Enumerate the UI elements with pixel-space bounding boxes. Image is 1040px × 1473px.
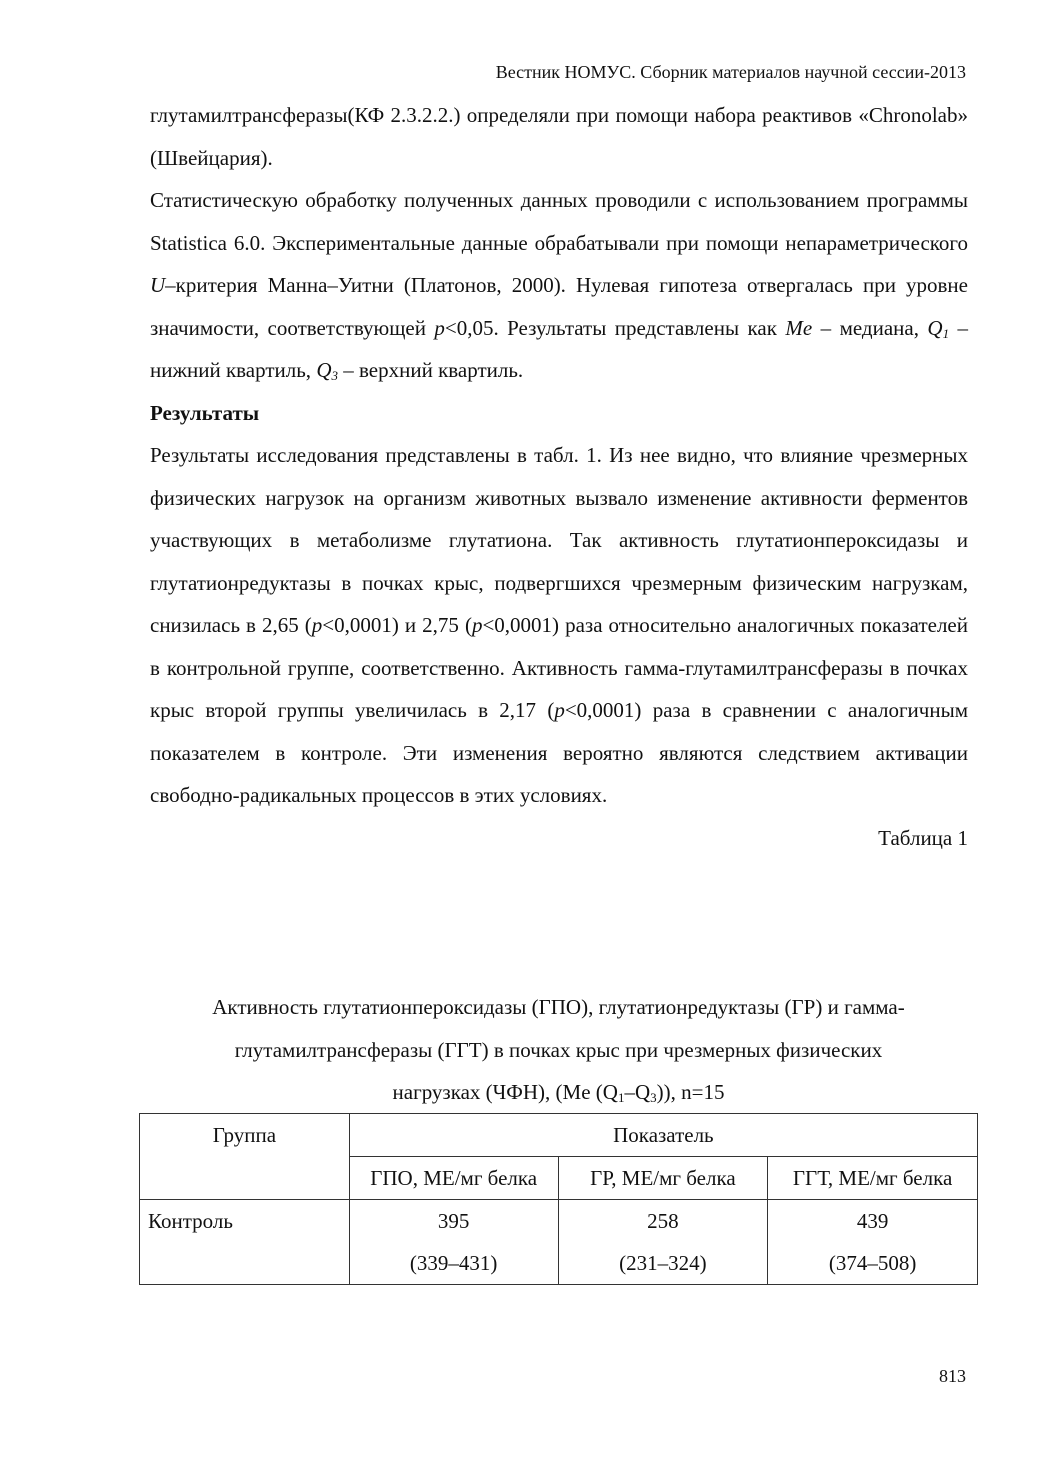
table-row	[140, 1200, 978, 1285]
caption-line-1: Активность глутатионпероксидазы (ГПО), глутатионредуктазы (ГР) и гамма-	[212, 995, 905, 1019]
paragraph-results: Результаты исследования представлены в табл. 1. Из нее видно, что влияние чрезмерных физических нагрузок на организм животных вызвало изменение активности ферментов участвующих в метаболизме глутатиона. Так активность глутатионпероксидазы и глутатионредуктазы в почках крыс, подвергшихся чрезмерным физическим нагрузкам, снизилась в 2,65 (p<0,0001) и 2,75 (p<0,0001) раза относительно аналогичных показателей в контрольной группе, соответственно. Активность гамма-глутамилтрансферазы в почках крыс второй группы увеличилась в 2,17 (p<0,0001) раза в сравнении с аналогичным показателем в контроле. Эти изменения вероятно являются следствием активации свободно-радикальных процессов в этих условиях.	[150, 443, 968, 807]
section-heading-results: Результаты	[150, 400, 260, 425]
header-indicator: Показатель	[349, 1114, 977, 1157]
header-gpo: ГПО, МЕ/мг белка	[349, 1157, 558, 1200]
table-label: Таблица 1	[878, 825, 968, 850]
article-body	[150, 94, 968, 859]
cell-gr: 258 (231–324)	[558, 1200, 768, 1285]
header-ggt: ГГТ, МЕ/мг белка	[768, 1157, 978, 1200]
header-group: Группа	[140, 1114, 350, 1200]
caption-line-3: нагрузках (ЧФН), (Me $(Q_1-Q_3)$), n=15	[392, 1080, 725, 1105]
running-header: Вестник НОМУС. Сборник материалов научной сессии-2013	[495, 62, 966, 82]
header-gr: ГР, МЕ/мг белка	[558, 1157, 768, 1200]
cell-gpo: 395 (339–431)	[349, 1200, 558, 1285]
cell-group: Контроль	[140, 1200, 350, 1285]
cell-ggt: 439 (374–508)	[768, 1200, 978, 1285]
results-table	[139, 1113, 978, 1285]
paragraph-statistics: Статистическую обработку полученных данных проводили с использованием программы Statistica 6.0. Экспериментальные данные обрабатывали при помощи непараметрического U–критерия Манна–Уитни (Платонов, 2000). Нулевая гипотеза отвергалась при уровне значимости, соответствующей p<0,05. Результаты представлены как Me – медиана, $Q_1$ – нижний квартиль, $Q_3$ – верхний квартиль.	[150, 188, 969, 383]
caption-line-2: глутамилтрансферазы (ГГТ) в почках крыс при чрезмерных физических	[234, 1037, 883, 1062]
page-number: 813	[939, 1366, 966, 1386]
paragraph-methods-reagents: глутамилтрансферазы(КФ 2.3.2.2.) определяли при помощи набора реактивов «Chronolab» (Швейцария).	[150, 103, 968, 170]
table-caption	[139, 986, 978, 1114]
